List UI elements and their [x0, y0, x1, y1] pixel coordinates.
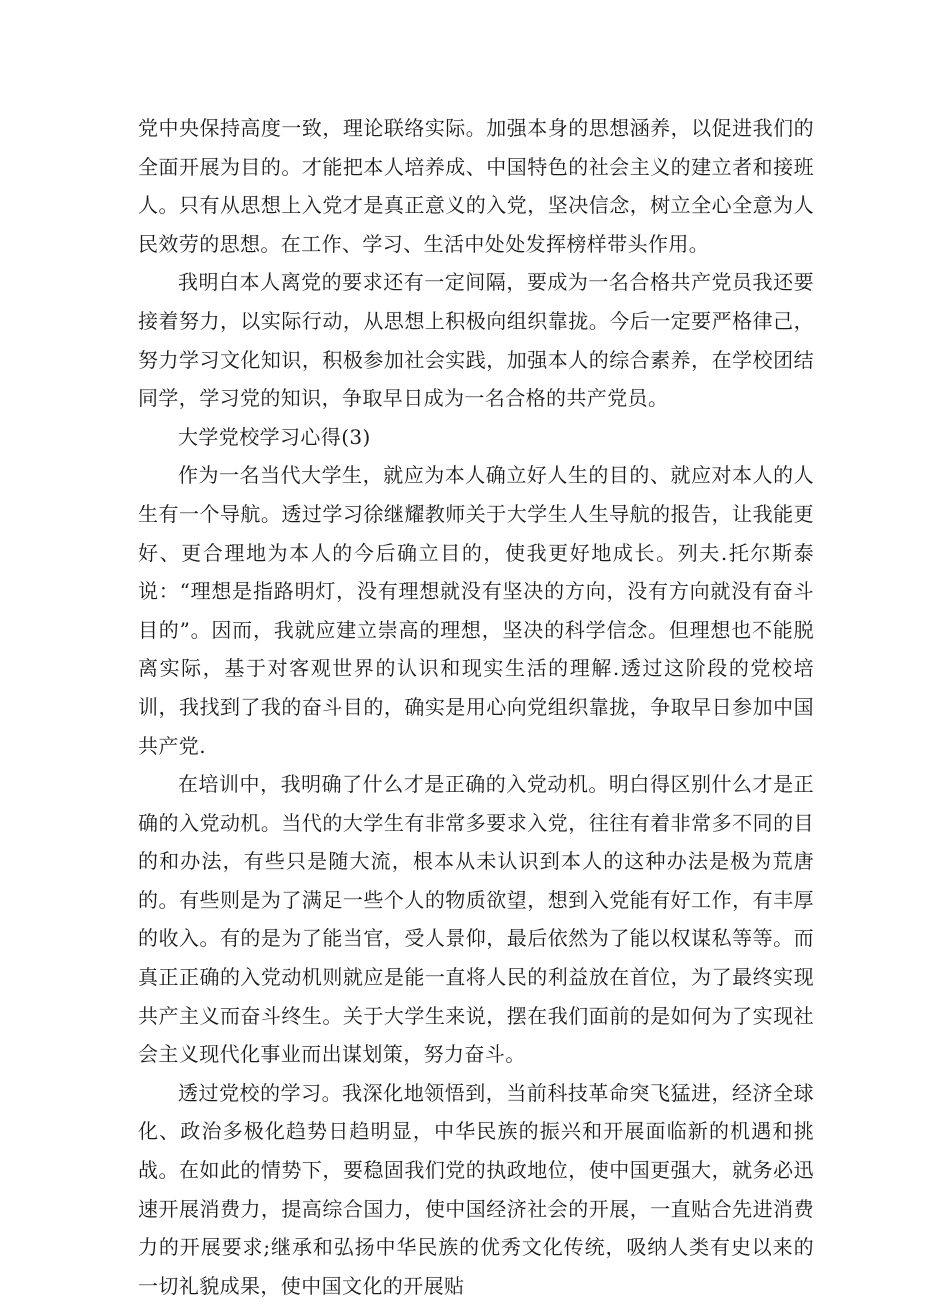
document-body — [138, 109, 814, 1305]
paragraph: 透过党校的学习。我深化地领悟到，当前科技革命突飞猛进，经济全球化、政治多极化趋势日趋明显，中华民族的振兴和开展面临新的机遇和挑战。在如此的情势下，要稳固我们党的执政地位，使中国更强大，就务必迅速开展消费力，提高综合国力，使中国经济社会的开展，一直贴合先进消费力的开展要求;继承和弘扬中华民族的优秀文化传统，吸纳人类有史以来的一切礼貌成果，使中国文化的开展贴 — [138, 1080, 814, 1298]
paragraph: 作为一名当代大学生，就应为本人确立好人生的目的、就应对本人的人生有一个导航。透过学习徐继耀教师关于大学生人生导航的报告，让我能更好、更合理地为本人的今后确立目的，使我更好地成长。列夫.托尔斯泰说：“理想是指路明灯，没有理想就没有坚决的方向，没有方向就没有奋斗目的”。因而，我就应建立崇高的理想，坚决的科学信念。但理想也不能脱离实际，基于对客观世界的认识和现实生活的理解.透过这阶段的党校培训，我找到了我的奋斗目的，确实是用心向党组织靠拢，争取早日参加中国共产党. — [138, 463, 814, 758]
paragraph: 我明白本人离党的要求还有一定间隔，要成为一名合格共产党员我还要接着努力，以实际行动，从思想上积极向组织靠拢。今后一定要严格律己，努力学习文化知识，积极参加社会实践，加强本人的综合素养，在学校团结同学，学习党的知识，争取早日成为一名合格的共产党员。 — [138, 270, 814, 411]
paragraph-continuation: 党中央保持高度一致，理论联络实际。加强本身的思想涵养，以促进我们的全面开展为目的。才能把本人培养成、中国特色的社会主义的建立者和接班人。只有从思想上入党才是真正意义的入党，坚决信念，树立全心全意为人民效劳的思想。在工作、学习、生活中处处发挥榜样带头作用。 — [138, 116, 814, 256]
paragraph: 在培训中，我明确了什么才是正确的入党动机。明白得区别什么才是正确的入党动机。当代的大学生有非常多要求入党，往往有着非常多不同的目的和办法，有些只是随大流，根本从未认识到本人的这种办法是极为荒唐的。有些则是为了满足一些个人的物质欲望，想到入党能有好工作，有丰厚的收入。有的是为了能当官，受人景仰，最后依然为了能以权谋私等等。而真正正确的入党动机则就应是能一直将人民的利益放在首位，为了最终实现共产主义而奋斗终生。关于大学生来说，摆在我们面前的是如何为了实现社会主义现代化事业而出谋划策，努力奋斗。 — [138, 772, 814, 1067]
section-heading: 大学党校学习心得(3) — [178, 424, 371, 449]
